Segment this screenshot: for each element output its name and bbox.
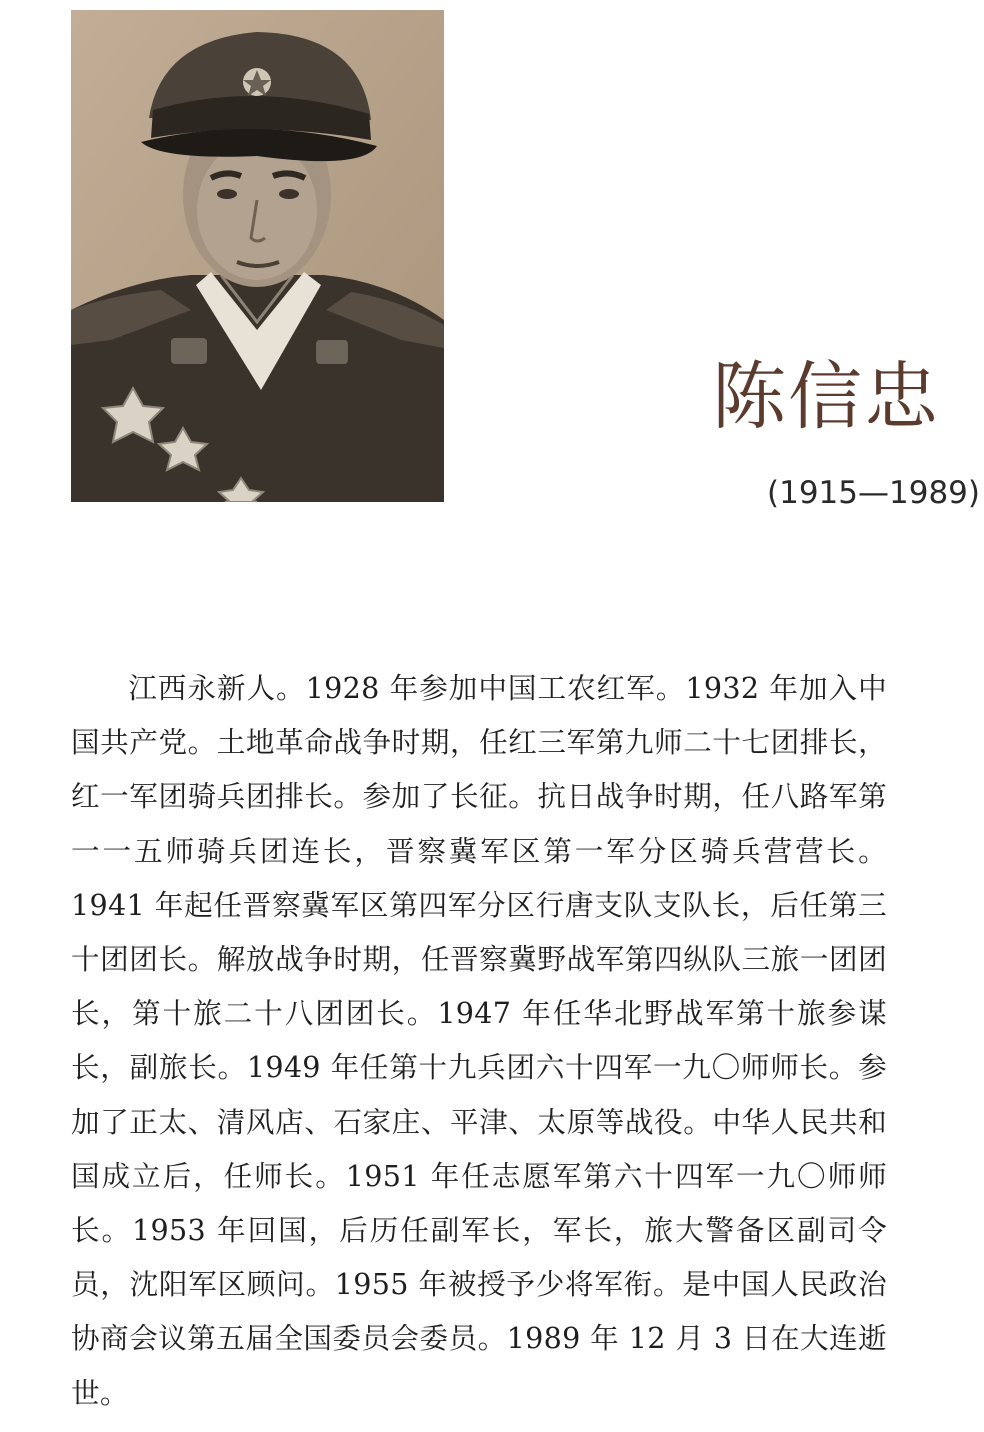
biography-paragraph: 江西永新人。1928 年参加中国工农红军。1932 年加入中国共产党。土地革命战争时期，任红三军第九师二十七团排长，红一军团骑兵团排长。参加了长征。抗日战争时期，任八路军第一一五师骑兵团连长，晋察冀军区第一军分区骑兵营营长。1941 年起任晋察冀军区第四军分区行唐支队支队长，后任第三十团团长。解放战争时期，任晋察冀野战军第四纵队三旅一团团长，第十旅二十八团团长。1947 年任华北野战军第十旅参谋长，副旅长。1949 年任第十九兵团六十四军一九〇师师长。参加了正太、清风店、石家庄、平津、太原等战役。中华人民共和国成立后，任师长。1951 年任志愿军第六十四军一九〇师师长。1953 年回国，后历任副军长，军长，旅大警备区副司令员，沈阳军区顾问。1955 年被授予少将军衔。是中国人民政治协商会议第五届全国委员会委员。1989 年 12 月 3 日在大连逝世。	[71, 671, 887, 1410]
portrait-photo	[71, 10, 444, 502]
person-years: (1915—1989)	[767, 475, 980, 511]
portrait-illustration	[71, 10, 444, 502]
biography-text	[71, 661, 887, 1420]
person-name: 陈信忠	[712, 354, 940, 440]
